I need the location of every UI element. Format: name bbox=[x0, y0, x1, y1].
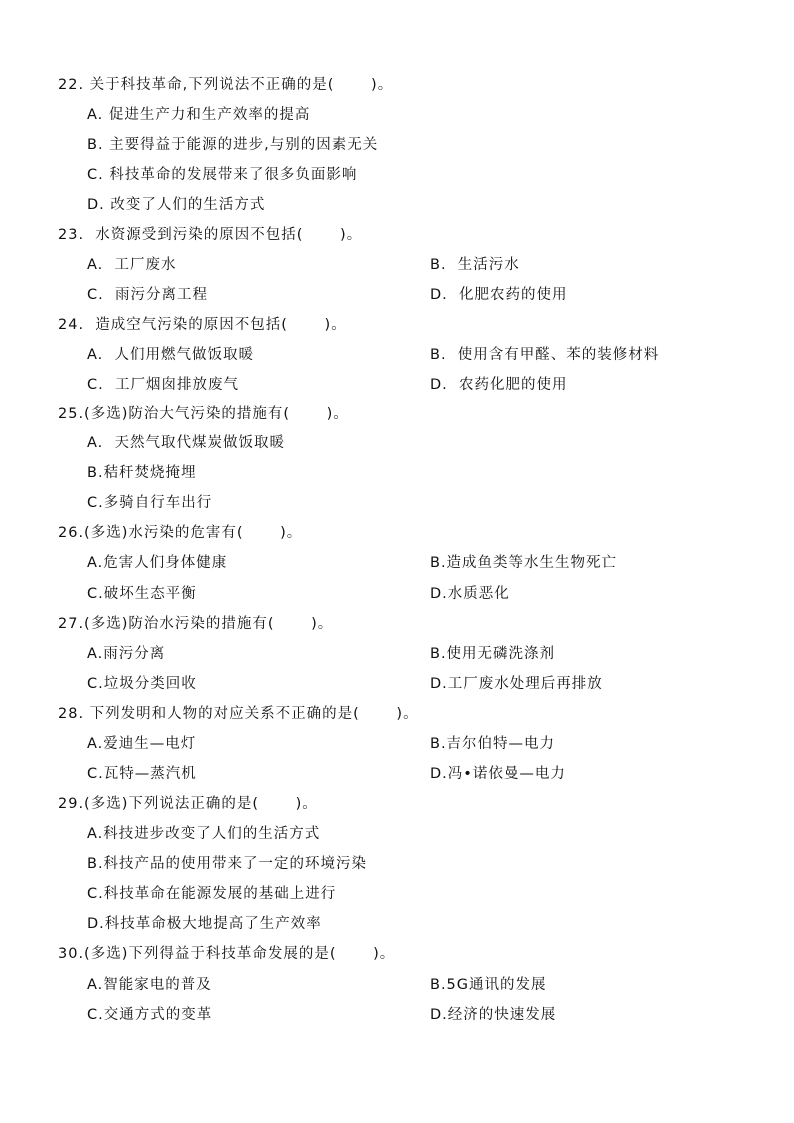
question-24-option-a: A. 人们用燃气做饭取暖 bbox=[87, 347, 254, 363]
question-30-option-c: C.交通方式的变革 bbox=[87, 1007, 213, 1023]
question-27-option-c: C.垃圾分类回收 bbox=[87, 676, 197, 692]
question-25-option-a: A. 天然气取代煤炭做饭取暖 bbox=[87, 435, 285, 451]
question-29-option-d: D.科技革命极大地提高了生产效率 bbox=[87, 916, 322, 932]
question-25-stem: 25.(多选)防治大气污染的措施有( )。 bbox=[58, 406, 349, 422]
question-24-stem: 24. 造成空气污染的原因不包括( )。 bbox=[58, 317, 347, 333]
question-29-option-a: A.科技进步改变了人们的生活方式 bbox=[87, 826, 321, 842]
question-27-option-a: A.雨污分离 bbox=[87, 646, 166, 662]
question-22-stem: 22. 关于科技革命,下列说法不正确的是( )。 bbox=[58, 77, 394, 93]
question-27-stem: 27.(多选)防治水污染的措施有( )。 bbox=[58, 616, 334, 632]
question-28-option-d: D.冯•诺依曼—电力 bbox=[430, 766, 566, 782]
question-25-option-b: B.秸秆焚烧掩埋 bbox=[87, 465, 197, 481]
question-23-option-d: D. 化肥农药的使用 bbox=[430, 287, 568, 303]
question-22-option-c: C. 科技革命的发展带来了很多负面影响 bbox=[87, 167, 358, 183]
question-30-option-a: A.智能家电的普及 bbox=[87, 977, 212, 993]
question-29-option-c: C.科技革命在能源发展的基础上进行 bbox=[87, 886, 337, 902]
question-26-option-a: A.危害人们身体健康 bbox=[87, 555, 228, 571]
question-22-option-a: A. 促进生产力和生产效率的提高 bbox=[87, 107, 311, 123]
question-28-stem: 28. 下列发明和人物的对应关系不正确的是( )。 bbox=[58, 706, 419, 722]
question-30-stem: 30.(多选)下列得益于科技革命发展的是( )。 bbox=[58, 946, 396, 962]
question-28-option-c: C.瓦特—蒸汽机 bbox=[87, 766, 197, 782]
question-24-option-d: D. 农药化肥的使用 bbox=[430, 377, 568, 393]
question-27-option-b: B.使用无磷洗涤剂 bbox=[430, 646, 556, 662]
question-22-option-d: D. 改变了人们的生活方式 bbox=[87, 197, 266, 213]
question-23-option-a: A. 工厂废水 bbox=[87, 257, 177, 273]
question-24-option-b: B. 使用含有甲醛、苯的装修材料 bbox=[430, 347, 660, 363]
question-24-option-c: C. 工厂烟囱排放废气 bbox=[87, 377, 239, 393]
question-26-stem: 26.(多选)水污染的危害有( )。 bbox=[58, 525, 303, 541]
question-28-option-b: B.吉尔伯特—电力 bbox=[430, 736, 556, 752]
question-28-option-a: A.爱迪生—电灯 bbox=[87, 736, 197, 752]
question-23-option-b: B. 生活污水 bbox=[430, 257, 520, 273]
question-22-option-b: B. 主要得益于能源的进步,与别的因素无关 bbox=[87, 137, 379, 153]
question-30-option-d: D.经济的快速发展 bbox=[430, 1007, 557, 1023]
question-26-option-d: D.水质恶化 bbox=[430, 586, 510, 602]
question-29-option-b: B.科技产品的使用带来了一定的环境污染 bbox=[87, 856, 368, 872]
question-27-option-d: D.工厂废水处理后再排放 bbox=[430, 676, 603, 692]
question-26-option-b: B.造成鱼类等水生生物死亡 bbox=[430, 555, 618, 571]
question-26-option-c: C.破坏生态平衡 bbox=[87, 586, 197, 602]
question-23-stem: 23. 水资源受到污染的原因不包括( )。 bbox=[58, 227, 363, 243]
question-29-stem: 29.(多选)下列说法正确的是( )。 bbox=[58, 796, 318, 812]
question-23-option-c: C. 雨污分离工程 bbox=[87, 287, 208, 303]
question-30-option-b: B.5G通讯的发展 bbox=[430, 977, 547, 993]
question-25-option-c: C.多骑自行车出行 bbox=[87, 495, 213, 511]
